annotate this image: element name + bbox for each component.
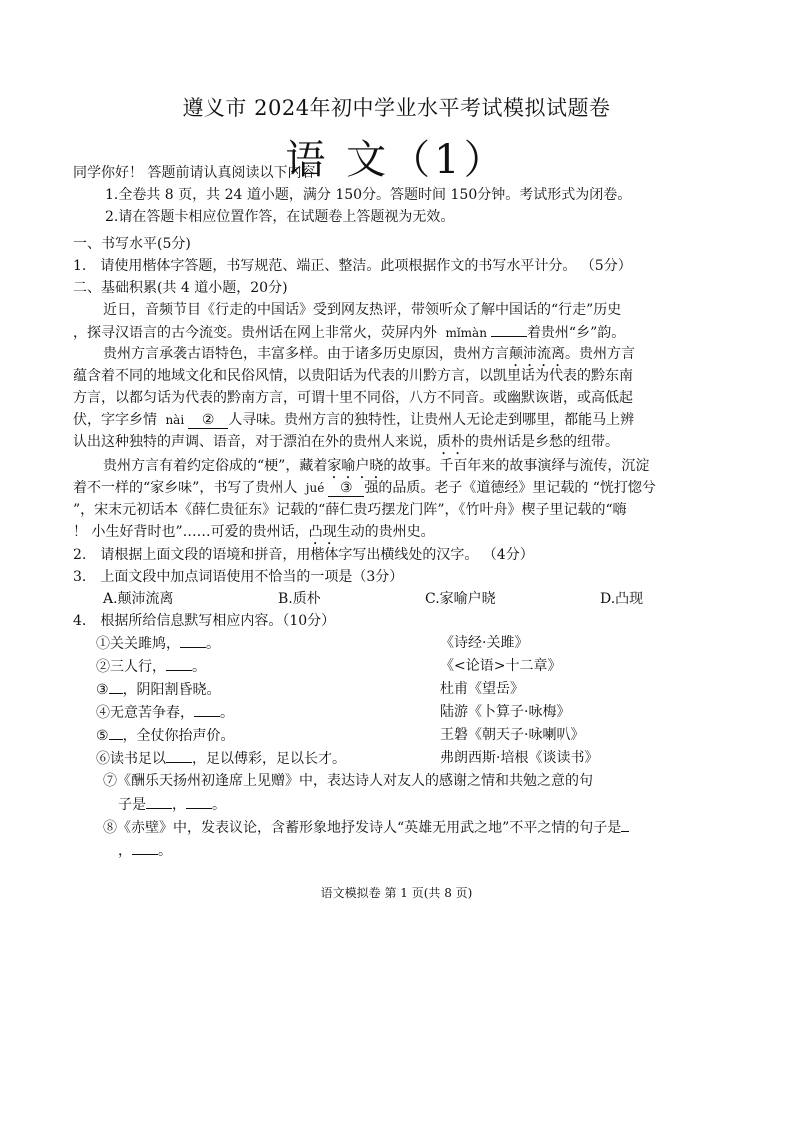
answer-blank-q4-5[interactable] (109, 725, 123, 740)
question-3: 3. 上面文段中加点词语使用不恰当的一项是（3分） (73, 569, 404, 585)
instructions-item1: 1.全卷共 8 页，共 24 道小题，满分 150分。答题时间 150分钟。考试形式为闭卷。 (105, 187, 632, 203)
q4-item-2: ②三人行， 。 (96, 656, 206, 677)
q4-item-3: ③ ，阴阳割昏晓。 (96, 679, 221, 700)
q4-item-4: ④无意苦争春， 。 (96, 702, 234, 723)
passage-text: ，探寻汉语言的古今流变。贵州话在网上非常火，荧屏内外 (73, 325, 442, 341)
pinyin-2: nài (165, 413, 185, 427)
question-4: 4. 根据所给信息默写相应内容。（10分） (73, 613, 336, 629)
answer-blank-q4-7a[interactable] (146, 794, 172, 809)
answer-blank-q4-7b[interactable] (186, 794, 212, 809)
passage-text: 着贵州“乡”韵。 (526, 325, 626, 341)
q3-option-c[interactable]: C.家喻户晓 (425, 591, 496, 607)
passage-p3-line2 (73, 478, 656, 498)
q4-source-6: 弗朗西斯·培根《谈读书》 (440, 750, 599, 766)
question-2: 2. 请根据上面文段的语境和拼音，用楷体字写出横线处的汉字。 （4分） (73, 547, 534, 563)
passage-p3-line4: ！ 小生好背时也”……可爱的贵州话，凸现生动的贵州史。 (73, 524, 435, 540)
q4-item-7-line1: ⑦《酬乐天扬州初逢席上见赠》中，表达诗人对友人的感谢之情和共勉之意的句 (103, 773, 593, 789)
passage-text: 伏，字字乡情 (73, 412, 162, 428)
answer-blank-q4-8a[interactable] (621, 817, 629, 832)
answer-blank-1[interactable] (491, 322, 527, 337)
passage-text: 人寻味。贵州方言的独特性，让贵州人无论走到哪里，都能马上辨 (228, 412, 635, 428)
q3-option-d[interactable]: D.凸现 (600, 591, 644, 607)
q4-item-7-line2: 子是 ， 。 (118, 794, 226, 815)
q3-option-b[interactable]: B.质朴 (278, 591, 321, 607)
q4-item-8-line1: ⑧《赤壁》中，发表议论，含蓄形象地抒发诗人“英雄无用武之地”不平之情的句子是 (103, 817, 629, 838)
q4-item-1: ①关关雎鸠， 。 (96, 633, 220, 654)
q4-item-6: ⑥读书足以 ，足以傅彩，足以长才。 (96, 748, 346, 769)
q4-source-4: 陆游《卜算子·咏梅》 (440, 704, 571, 720)
section2-heading: 二、基础积累(共 4 道小题，20分) (73, 280, 288, 296)
passage-p2-line5: 认出这种独特的声调、语音，对于漂泊在外的贵州人来说，质朴的贵州话是乡愁的纽带。 (73, 434, 619, 450)
passage-p2-line1: 贵州方言承袭古语特色，丰富多样。由于诸多历史原因，贵州方言颠沛流离。贵州方言 (103, 346, 635, 362)
answer-blank-3[interactable]: ③ (328, 480, 364, 497)
passage-p1-line2 (73, 322, 625, 343)
passage-p2-line2: 蕴含着不同的地域文化和民俗风情，以贵阳话为代表的川黔方言，以凯里话为代表的黔东南 (73, 368, 633, 384)
passage-p2-line4 (73, 410, 634, 430)
instructions-greeting: 同学你好！ 答题前请认真阅读以下内容： (73, 165, 330, 181)
page-footer: 语文模拟卷 第 1 页(共 8 页) (320, 886, 473, 900)
passage-text: 强的品质。老子《道德经》里记载的 “恍打惚兮 (364, 480, 656, 496)
answer-blank-q4-8b[interactable] (132, 840, 158, 855)
answer-blank-q4-6[interactable] (166, 748, 192, 763)
q4-source-2: 《<论语>十二章》 (440, 658, 562, 674)
subject-title: 语 文（1） (285, 137, 508, 183)
passage-p3-line1: 贵州方言有着约定俗成的“梗”，藏着家喻户晓的故事。千百年来的故事演绎与流传，沉淀 (103, 458, 650, 474)
q4-source-1: 《诗经·关雎》 (440, 635, 529, 651)
pinyin-3: jué (305, 481, 325, 495)
section1-heading: 一、书写水平(5分) (73, 236, 191, 252)
answer-blank-q4-4[interactable] (194, 702, 220, 717)
answer-blank-q4-2[interactable] (166, 656, 192, 671)
q4-source-5: 王磐《朝天子·咏喇叭》 (440, 727, 585, 743)
answer-blank-q4-1[interactable] (180, 633, 206, 648)
instructions-item2: 2.请在答题卡相应位置作答，在试题卷上答题视为无效。 (105, 209, 455, 225)
passage-p3-line3: ”，宋末元初话本《薛仁贵征东》记载的“薛仁贵巧摆龙门阵”，《竹叶舟》楔子里记载的“嗨 (73, 502, 627, 518)
question-1: 1. 请使用楷体字答题，书写规范、端正、整洁。此项根据作文的书写水平计分。 （5分） (73, 258, 632, 274)
q4-item-5: ⑤ ，全仗你抬声价。 (96, 725, 235, 746)
exam-title: 遵义市 2024年初中学业水平考试模拟试题卷 (182, 96, 611, 120)
q4-item-8-line2: ， 。 (118, 840, 172, 861)
q3-option-a[interactable]: A.颠沛流离 (103, 591, 174, 607)
passage-p1-line1: 近日，音频节目《行走的中国话》受到网友热评，带领听众了解中国话的“行走”历史 (103, 302, 622, 318)
q4-source-3: 杜甫《望岳》 (440, 681, 524, 697)
passage-p2-line3: 方言，以都匀话为代表的黔南方言，可谓十里不同俗，八方不同音。或幽默诙谐，或高低起 (73, 390, 633, 406)
pinyin-1: mǐmàn (445, 326, 487, 340)
passage-text: 着不一样的“家乡味”，书写了贵州人 (73, 480, 302, 496)
answer-blank-2[interactable]: ② (188, 412, 228, 429)
answer-blank-q4-3[interactable] (109, 679, 123, 694)
